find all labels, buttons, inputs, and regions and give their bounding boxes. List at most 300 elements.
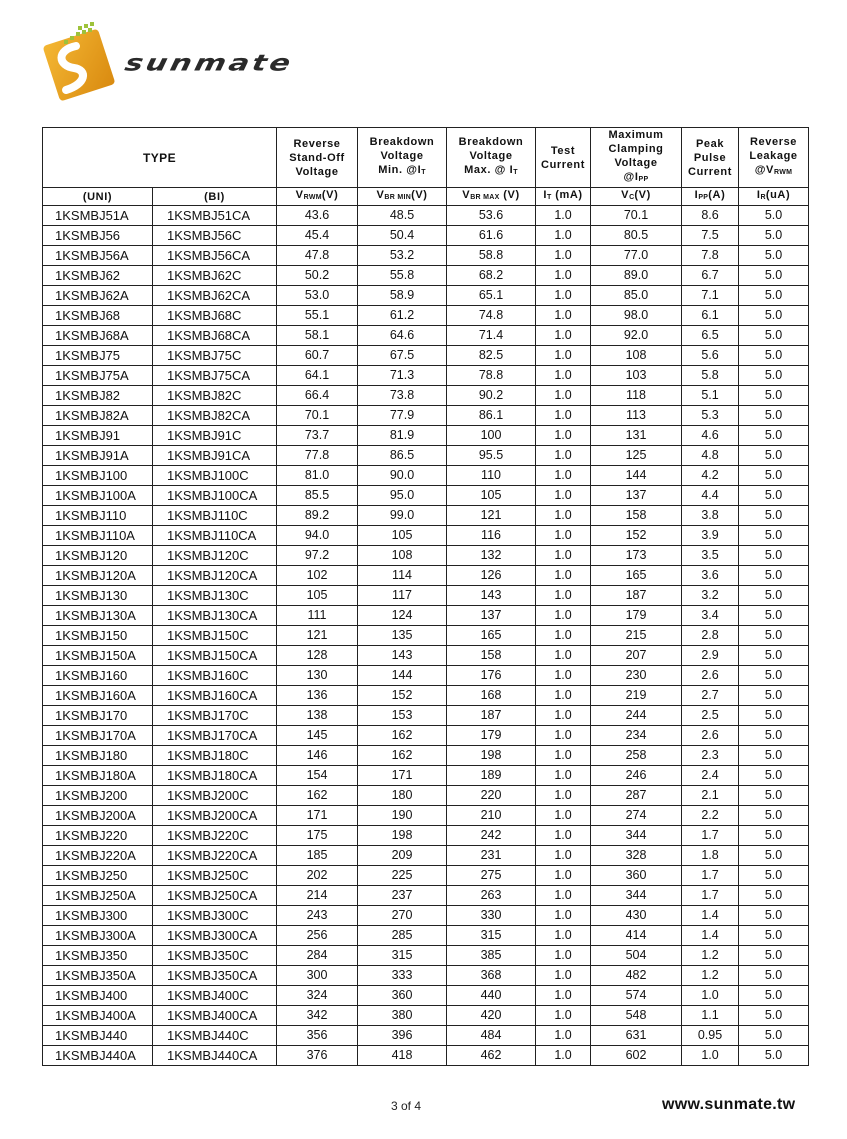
- uni-part-number: 1KSMBJ120A: [43, 566, 153, 586]
- table-row: [43, 266, 809, 286]
- vrwm-value: 185: [277, 846, 358, 866]
- it-value: 1.0: [536, 306, 591, 326]
- bi-part-number: 1KSMBJ200C: [153, 786, 277, 806]
- vbr-min-value: 396: [358, 1026, 447, 1046]
- bi-part-number: 1KSMBJ56C: [153, 226, 277, 246]
- uni-part-number: 1KSMBJ160: [43, 666, 153, 686]
- uni-part-number: 1KSMBJ75A: [43, 366, 153, 386]
- vbr-min-value: 55.8: [358, 266, 447, 286]
- uni-part-number: 1KSMBJ440: [43, 1026, 153, 1046]
- bi-part-number: 1KSMBJ110C: [153, 506, 277, 526]
- vbr-min-value: 124: [358, 606, 447, 626]
- bi-part-number: 1KSMBJ200CA: [153, 806, 277, 826]
- unit-suffix: (A): [708, 189, 726, 201]
- peak-pulse-current-unit: [682, 188, 739, 206]
- vrwm-value: 77.8: [277, 446, 358, 466]
- vbr-max-value: 263: [447, 886, 536, 906]
- unit-suffix: (uA): [765, 189, 791, 201]
- it-value: 1.0: [536, 566, 591, 586]
- uni-part-number: 1KSMBJ200A: [43, 806, 153, 826]
- it-value: 1.0: [536, 826, 591, 846]
- vbr-min-value: 117: [358, 586, 447, 606]
- uni-part-number: 1KSMBJ150: [43, 626, 153, 646]
- bi-part-number: 1KSMBJ120CA: [153, 566, 277, 586]
- vbr-max-value: 242: [447, 826, 536, 846]
- vbr-min-value: 64.6: [358, 326, 447, 346]
- ir-value: 5.0: [739, 1046, 809, 1066]
- vbr-min-value: 73.8: [358, 386, 447, 406]
- it-value: 1.0: [536, 746, 591, 766]
- vc-value: 85.0: [591, 286, 682, 306]
- unit-suffix: (V): [499, 189, 520, 201]
- header-title-line: Current: [541, 158, 585, 171]
- ipp-value: 7.8: [682, 246, 739, 266]
- vrwm-value: 324: [277, 986, 358, 1006]
- brand-wordmark: sunmate: [122, 50, 296, 77]
- ipp-value: 3.9: [682, 526, 739, 546]
- uni-part-number: 1KSMBJ110: [43, 506, 153, 526]
- bi-part-number: 1KSMBJ440CA: [153, 1046, 277, 1066]
- it-value: 1.0: [536, 386, 591, 406]
- vbr-max-value: 275: [447, 866, 536, 886]
- ir-value: 5.0: [739, 206, 809, 226]
- ipp-value: 5.6: [682, 346, 739, 366]
- uni-part-number: 1KSMBJ250A: [43, 886, 153, 906]
- it-value: 1.0: [536, 266, 591, 286]
- it-value: 1.0: [536, 586, 591, 606]
- it-value: 1.0: [536, 726, 591, 746]
- table-row: [43, 606, 809, 626]
- uni-part-number: 1KSMBJ300: [43, 906, 153, 926]
- ir-value: 5.0: [739, 906, 809, 926]
- uni-part-number: 1KSMBJ56A: [43, 246, 153, 266]
- vc-value: 344: [591, 886, 682, 906]
- vbr-max-value: 132: [447, 546, 536, 566]
- uni-part-number: 1KSMBJ400: [43, 986, 153, 1006]
- peak-pulse-current-header: [682, 128, 739, 188]
- header-title-line: Maximum: [608, 129, 664, 141]
- vbr-min-value: 143: [358, 646, 447, 666]
- bi-part-number: 1KSMBJ62C: [153, 266, 277, 286]
- table-row: [43, 846, 809, 866]
- vbr-max-value: 68.2: [447, 266, 536, 286]
- ir-value: 5.0: [739, 466, 809, 486]
- vc-value: 482: [591, 966, 682, 986]
- ir-value: 5.0: [739, 446, 809, 466]
- header-title-line: Current: [688, 165, 732, 178]
- ipp-value: 2.4: [682, 766, 739, 786]
- vc-value: 92.0: [591, 326, 682, 346]
- table-row: [43, 986, 809, 1006]
- table-row: [43, 446, 809, 466]
- vbr-min-value: 58.9: [358, 286, 447, 306]
- uni-part-number: 1KSMBJ82: [43, 386, 153, 406]
- vbr-max-value: 220: [447, 786, 536, 806]
- sunmate-logo: [36, 20, 306, 102]
- vc-value: 187: [591, 586, 682, 606]
- vrwm-value: 102: [277, 566, 358, 586]
- ipp-value: 4.6: [682, 426, 739, 446]
- vrwm-value: 105: [277, 586, 358, 606]
- vbr-max-value: 368: [447, 966, 536, 986]
- vbr-min-value: 108: [358, 546, 447, 566]
- uni-part-number: 1KSMBJ56: [43, 226, 153, 246]
- vbr-min-value: 418: [358, 1046, 447, 1066]
- table-row: [43, 386, 809, 406]
- vc-value: 234: [591, 726, 682, 746]
- table-row: [43, 506, 809, 526]
- vc-value: 80.5: [591, 226, 682, 246]
- vrwm-value: 243: [277, 906, 358, 926]
- it-value: 1.0: [536, 246, 591, 266]
- vbr-min-value: 333: [358, 966, 447, 986]
- vc-value: 118: [591, 386, 682, 406]
- vbr-min-value: 285: [358, 926, 447, 946]
- vrwm-value: 97.2: [277, 546, 358, 566]
- vrwm-value: 146: [277, 746, 358, 766]
- ipp-value: 5.1: [682, 386, 739, 406]
- bi-part-number: 1KSMBJ300C: [153, 906, 277, 926]
- vrwm-value: 256: [277, 926, 358, 946]
- ir-value: 5.0: [739, 346, 809, 366]
- vrwm-value: 202: [277, 866, 358, 886]
- table-row: [43, 946, 809, 966]
- vbr-min-value: 77.9: [358, 406, 447, 426]
- ipp-value: 1.1: [682, 1006, 739, 1026]
- it-value: 1.0: [536, 526, 591, 546]
- it-value: 1.0: [536, 546, 591, 566]
- vbr-min-value: 180: [358, 786, 447, 806]
- it-value: 1.0: [536, 886, 591, 906]
- vrwm-value: 171: [277, 806, 358, 826]
- ipp-value: 5.3: [682, 406, 739, 426]
- table-row: [43, 646, 809, 666]
- it-value: 1.0: [536, 986, 591, 1006]
- vrwm-value: 64.1: [277, 366, 358, 386]
- bi-part-number: 1KSMBJ100C: [153, 466, 277, 486]
- vrwm-value: 300: [277, 966, 358, 986]
- bi-part-number: 1KSMBJ110CA: [153, 526, 277, 546]
- bi-part-number: 1KSMBJ68C: [153, 306, 277, 326]
- header-title-line: Reverse: [750, 136, 798, 148]
- vbr-max-value: 126: [447, 566, 536, 586]
- vbr-min-value: 67.5: [358, 346, 447, 366]
- uni-part-number: 1KSMBJ100A: [43, 486, 153, 506]
- bi-part-number: 1KSMBJ75CA: [153, 366, 277, 386]
- vbr-min-value: 237: [358, 886, 447, 906]
- bi-part-number: 1KSMBJ220C: [153, 826, 277, 846]
- bi-part-number: 1KSMBJ160C: [153, 666, 277, 686]
- uni-part-number: 1KSMBJ62: [43, 266, 153, 286]
- ir-value: 5.0: [739, 246, 809, 266]
- header-title-subscript: T: [513, 169, 518, 176]
- vc-value: 89.0: [591, 266, 682, 286]
- sunmate-s-logo-icon: [36, 20, 126, 102]
- vrwm-value: 55.1: [277, 306, 358, 326]
- vbr-max-value: 95.5: [447, 446, 536, 466]
- bi-part-number: 1KSMBJ400CA: [153, 1006, 277, 1026]
- vrwm-value: 342: [277, 1006, 358, 1026]
- bi-part-number: 1KSMBJ82C: [153, 386, 277, 406]
- bi-part-number: 1KSMBJ180CA: [153, 766, 277, 786]
- table-row: [43, 306, 809, 326]
- ir-value: 5.0: [739, 846, 809, 866]
- uni-part-number: 1KSMBJ350: [43, 946, 153, 966]
- ipp-value: 2.3: [682, 746, 739, 766]
- table-row: [43, 406, 809, 426]
- vc-value: 274: [591, 806, 682, 826]
- header-title-line: @V: [754, 164, 774, 176]
- vbr-min-value: 144: [358, 666, 447, 686]
- ir-value: 5.0: [739, 786, 809, 806]
- vbr-max-value: 82.5: [447, 346, 536, 366]
- bi-part-number: 1KSMBJ68CA: [153, 326, 277, 346]
- bi-part-number: 1KSMBJ400C: [153, 986, 277, 1006]
- vbr-max-value: 231: [447, 846, 536, 866]
- vbr-max-value: 65.1: [447, 286, 536, 306]
- vrwm-value: 58.1: [277, 326, 358, 346]
- table-row: [43, 1046, 809, 1066]
- vbr-max-value: 210: [447, 806, 536, 826]
- specifications-table: [42, 127, 809, 1066]
- vbr-min-value: 162: [358, 746, 447, 766]
- vc-value: 258: [591, 746, 682, 766]
- header-row-titles: [43, 128, 809, 188]
- header-title-line: Voltage: [614, 157, 658, 169]
- uni-part-number: 1KSMBJ62A: [43, 286, 153, 306]
- table-row: [43, 226, 809, 246]
- vc-value: 98.0: [591, 306, 682, 326]
- vrwm-value: 73.7: [277, 426, 358, 446]
- header-title-line: Clamping: [608, 143, 664, 155]
- table-row: [43, 906, 809, 926]
- type-header: TYPE: [43, 128, 277, 188]
- uni-header: (UNI): [43, 188, 153, 206]
- it-value: 1.0: [536, 646, 591, 666]
- ipp-value: 3.6: [682, 566, 739, 586]
- it-value: 1.0: [536, 846, 591, 866]
- breakdown-voltage-max-unit: [447, 188, 536, 206]
- it-value: 1.0: [536, 666, 591, 686]
- vrwm-value: 128: [277, 646, 358, 666]
- vbr-max-value: 143: [447, 586, 536, 606]
- table-row: [43, 886, 809, 906]
- ir-value: 5.0: [739, 1006, 809, 1026]
- uni-part-number: 1KSMBJ130: [43, 586, 153, 606]
- vc-value: 328: [591, 846, 682, 866]
- it-value: 1.0: [536, 606, 591, 626]
- ir-value: 5.0: [739, 286, 809, 306]
- unit-symbol: V: [376, 189, 385, 201]
- bi-part-number: 1KSMBJ130C: [153, 586, 277, 606]
- reverse-leakage-unit: [739, 188, 809, 206]
- vbr-max-value: 90.2: [447, 386, 536, 406]
- vbr-max-value: 176: [447, 666, 536, 686]
- vrwm-value: 45.4: [277, 226, 358, 246]
- uni-part-number: 1KSMBJ100: [43, 466, 153, 486]
- uni-part-number: 1KSMBJ150A: [43, 646, 153, 666]
- table-row: [43, 826, 809, 846]
- vrwm-value: 70.1: [277, 406, 358, 426]
- ir-value: 5.0: [739, 546, 809, 566]
- unit-suffix: (V): [321, 189, 339, 201]
- vbr-max-value: 189: [447, 766, 536, 786]
- it-value: 1.0: [536, 786, 591, 806]
- vrwm-value: 175: [277, 826, 358, 846]
- bi-part-number: 1KSMBJ350CA: [153, 966, 277, 986]
- it-value: 1.0: [536, 406, 591, 426]
- vc-value: 137: [591, 486, 682, 506]
- uni-part-number: 1KSMBJ110A: [43, 526, 153, 546]
- vbr-min-value: 171: [358, 766, 447, 786]
- bi-part-number: 1KSMBJ300CA: [153, 926, 277, 946]
- uni-part-number: 1KSMBJ300A: [43, 926, 153, 946]
- vc-value: 631: [591, 1026, 682, 1046]
- ipp-value: 1.7: [682, 886, 739, 906]
- vrwm-value: 121: [277, 626, 358, 646]
- table-row: [43, 486, 809, 506]
- test-current-header: [536, 128, 591, 188]
- table-row: [43, 766, 809, 786]
- it-value: 1.0: [536, 366, 591, 386]
- ipp-value: 1.4: [682, 906, 739, 926]
- it-value: 1.0: [536, 466, 591, 486]
- unit-subscript: BR MAX: [470, 194, 500, 201]
- reverse-leakage-header: [739, 128, 809, 188]
- table-row: [43, 566, 809, 586]
- vbr-min-value: 71.3: [358, 366, 447, 386]
- vc-value: 246: [591, 766, 682, 786]
- vrwm-value: 376: [277, 1046, 358, 1066]
- ipp-value: 7.1: [682, 286, 739, 306]
- header-title-subscript: RWM: [774, 169, 793, 176]
- ir-value: 5.0: [739, 486, 809, 506]
- bi-part-number: 1KSMBJ91C: [153, 426, 277, 446]
- bi-part-number: 1KSMBJ250CA: [153, 886, 277, 906]
- vbr-min-value: 61.2: [358, 306, 447, 326]
- vbr-max-value: 71.4: [447, 326, 536, 346]
- table-row: [43, 366, 809, 386]
- vc-value: 152: [591, 526, 682, 546]
- unit-subscript: T: [547, 194, 552, 201]
- vbr-min-value: 153: [358, 706, 447, 726]
- vrwm-value: 89.2: [277, 506, 358, 526]
- reverse-standoff-voltage-unit: [277, 188, 358, 206]
- table-row: [43, 346, 809, 366]
- ipp-value: 4.2: [682, 466, 739, 486]
- vc-value: 173: [591, 546, 682, 566]
- vbr-max-value: 78.8: [447, 366, 536, 386]
- uni-part-number: 1KSMBJ350A: [43, 966, 153, 986]
- vc-value: 230: [591, 666, 682, 686]
- table-row: [43, 746, 809, 766]
- ir-value: 5.0: [739, 926, 809, 946]
- ipp-value: 1.8: [682, 846, 739, 866]
- vbr-max-value: 121: [447, 506, 536, 526]
- uni-part-number: 1KSMBJ91A: [43, 446, 153, 466]
- vbr-max-value: 385: [447, 946, 536, 966]
- vrwm-value: 66.4: [277, 386, 358, 406]
- unit-suffix: (V): [634, 189, 651, 201]
- ir-value: 5.0: [739, 706, 809, 726]
- vbr-min-value: 152: [358, 686, 447, 706]
- it-value: 1.0: [536, 486, 591, 506]
- table-row: [43, 806, 809, 826]
- table-row: [43, 926, 809, 946]
- vc-value: 103: [591, 366, 682, 386]
- header-title-line: Voltage: [380, 150, 424, 162]
- vbr-min-value: 53.2: [358, 246, 447, 266]
- vbr-max-value: 61.6: [447, 226, 536, 246]
- header-title-line: Pulse: [693, 151, 727, 164]
- unit-subscript: C: [629, 194, 635, 201]
- vbr-min-value: 270: [358, 906, 447, 926]
- table-row: [43, 666, 809, 686]
- unit-symbol: V: [295, 189, 304, 201]
- bi-header: (BI): [153, 188, 277, 206]
- header-title-line: Voltage: [469, 150, 513, 162]
- ir-value: 5.0: [739, 746, 809, 766]
- header-title-line: Test: [550, 144, 576, 157]
- vrwm-value: 43.6: [277, 206, 358, 226]
- it-value: 1.0: [536, 966, 591, 986]
- ipp-value: 2.6: [682, 666, 739, 686]
- it-value: 1.0: [536, 626, 591, 646]
- vbr-max-value: 58.8: [447, 246, 536, 266]
- header-title-line: Reverse: [293, 137, 341, 150]
- bi-part-number: 1KSMBJ91CA: [153, 446, 277, 466]
- bi-part-number: 1KSMBJ440C: [153, 1026, 277, 1046]
- ir-value: 5.0: [739, 226, 809, 246]
- breakdown-voltage-max-header: [447, 128, 536, 188]
- vbr-min-value: 114: [358, 566, 447, 586]
- bi-part-number: 1KSMBJ56CA: [153, 246, 277, 266]
- vrwm-value: 145: [277, 726, 358, 746]
- it-value: 1.0: [536, 226, 591, 246]
- bi-part-number: 1KSMBJ62CA: [153, 286, 277, 306]
- ir-value: 5.0: [739, 386, 809, 406]
- ipp-value: 6.7: [682, 266, 739, 286]
- vc-value: 574: [591, 986, 682, 1006]
- vbr-min-value: 209: [358, 846, 447, 866]
- vbr-max-value: 187: [447, 706, 536, 726]
- vbr-min-value: 315: [358, 946, 447, 966]
- vrwm-value: 136: [277, 686, 358, 706]
- vbr-max-value: 330: [447, 906, 536, 926]
- vrwm-value: 162: [277, 786, 358, 806]
- uni-part-number: 1KSMBJ75: [43, 346, 153, 366]
- vc-value: 207: [591, 646, 682, 666]
- vc-value: 602: [591, 1046, 682, 1066]
- ipp-value: 0.95: [682, 1026, 739, 1046]
- table-row: [43, 286, 809, 306]
- it-value: 1.0: [536, 766, 591, 786]
- vbr-max-value: 165: [447, 626, 536, 646]
- ir-value: 5.0: [739, 306, 809, 326]
- vbr-max-value: 74.8: [447, 306, 536, 326]
- vbr-min-value: 48.5: [358, 206, 447, 226]
- it-value: 1.0: [536, 326, 591, 346]
- vbr-min-value: 162: [358, 726, 447, 746]
- table-row: [43, 326, 809, 346]
- vc-value: 125: [591, 446, 682, 466]
- uni-part-number: 1KSMBJ170: [43, 706, 153, 726]
- ipp-value: 3.5: [682, 546, 739, 566]
- vc-value: 215: [591, 626, 682, 646]
- uni-part-number: 1KSMBJ91: [43, 426, 153, 446]
- ir-value: 5.0: [739, 606, 809, 626]
- vrwm-value: 111: [277, 606, 358, 626]
